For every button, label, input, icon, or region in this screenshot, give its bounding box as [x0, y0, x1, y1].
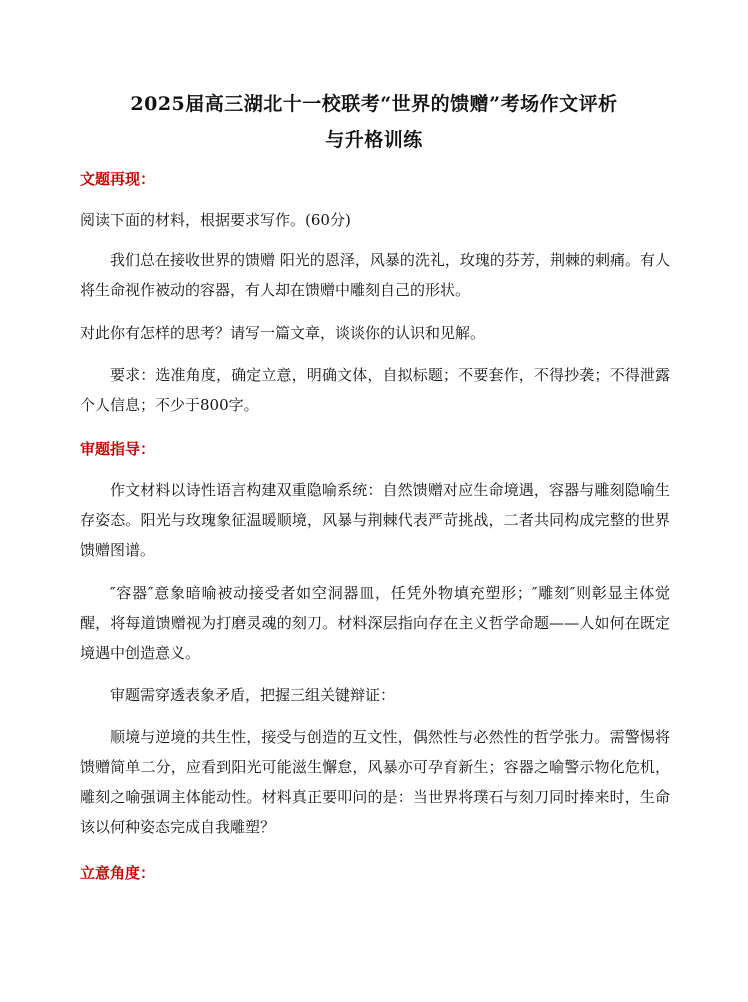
section-heading-guide: 审题指导：: [80, 440, 156, 458]
prompt-intro: 阅读下面的材料，根据要求写作。(60分): [80, 211, 351, 229]
guide-paragraph-1: 作文材料以诗性语言构建双重隐喻系统：自然馈赠对应生命境遇，容器与雕刻隐喻生存姿态。阳光与玫瑰象征温暖顺境，风暴与荆棘代表严苛挑战，二者共同构成完整的世界馈赠图谱。: [80, 481, 670, 559]
document-title-line2: 与升格训练: [325, 129, 423, 151]
guide-paragraph-4: 顺境与逆境的共生性，接受与创造的互文性，偶然性与必然性的哲学张力。需警惕将馈赠简单二分，应看到阳光可能滋生懈怠，风暴亦可孕育新生；容器之喻警示物化危机，雕刻之喻强调主体能动性。材料真正要叩问的是：当世界将璞石与刻刀同时捧来时，生命该以何种姿态完成自我雕塑？: [80, 728, 670, 836]
guide-paragraph-3: 审题需穿透表象矛盾，把握三组关键辩证：: [110, 686, 396, 704]
prompt-requirements: 要求：选准角度，确定立意，明确文体，自拟标题；不要套作，不得抄袭；不得泄露个人信息；不少于800字。: [80, 366, 670, 414]
guide-paragraph-2: ″容器″意象暗喻被动接受者如空洞器皿，任凭外物填充塑形；″雕刻″则彰显主体觉醒，将每道馈赠视为打磨灵魂的刻刀。材料深层指向存在主义哲学命题——人如何在既定境遇中创造意义。: [80, 584, 670, 662]
section-heading-prompt: 文题再现：: [80, 170, 156, 188]
document-title-line1: 2025届高三湖北十一校联考“世界的馈赠”考场作文评析: [130, 93, 618, 115]
material-paragraph: 我们总在接收世界的馈赠 阳光的恩泽，风暴的洗礼，玫瑰的芬芳，荆棘的刺痛。有人将生命视作被动的容器，有人却在馈赠中雕刻自己的形状。: [80, 251, 670, 299]
prompt-question: 对此你有怎样的思考？请写一篇文章，谈谈你的认识和见解。: [80, 324, 486, 342]
section-heading-angles: 立意角度：: [80, 864, 156, 882]
